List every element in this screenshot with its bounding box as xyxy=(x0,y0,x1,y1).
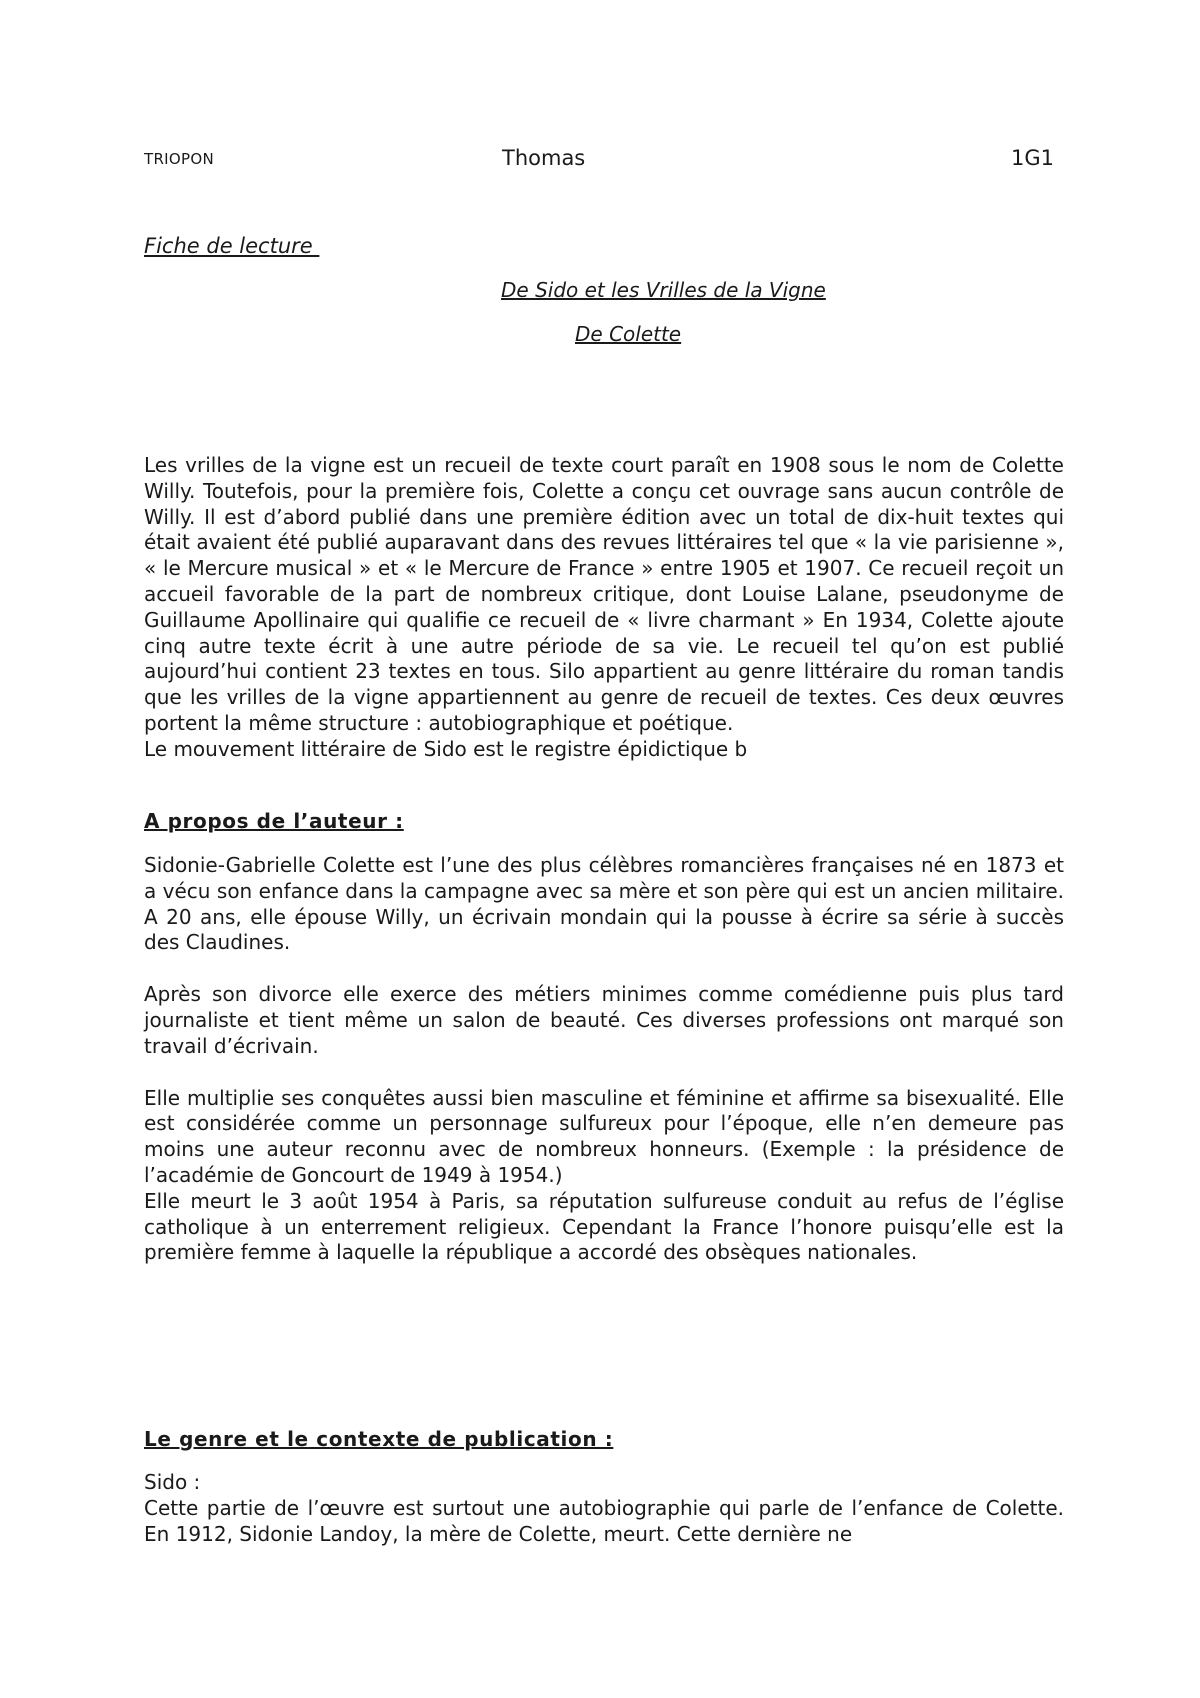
genre-section-heading: Le genre et le contexte de publication : xyxy=(144,1427,614,1451)
genre-section xyxy=(144,1470,1064,1547)
author-section-heading: A propos de l’auteur : xyxy=(144,809,404,833)
author-section xyxy=(144,853,1064,1266)
intro-paragraph: Les vrilles de la vigne est un recueil de texte court paraît en 1908 sous le nom de Colette Willy. Toutefois, pour la première fois, Colette a conçu cet ouvrage sans aucun contrôle de Willy. Il est d’abord publié dans une première édition avec un total de dix-huit textes qui était avaient été publié auparavant dans des revues littéraires tel que « la vie parisienne », « le Mercure musical » et « le Mercure de France » entre 1905 et 1907. Ce recueil reçoit un accueil favorable de la part de nombreux critique, dont Louise Lalane, pseudonyme de Guillaume Apollinaire qui qualifie ce recueil de « livre charmant » En 1934, Colette ajoute cinq autre texte écrit à une autre période de sa vie. Le recueil tel qu’on est publié aujourd’hui contient 23 textes en tous. Silo appartient au genre littéraire du roman tandis que les vrilles de la vigne appartiennent au genre de recueil de textes. Ces deux œuvres portent la même structure : autobiographique et poétique. xyxy=(144,453,1064,735)
author-paragraph: Elle multiplie ses conquêtes aussi bien masculine et féminine et affirme sa bisexualité. Elle est considérée comme un personnage sulfureux pour l’époque, elle n’en demeure pas moins une auteur reconnu avec de nombreux honneurs. (Exemple : la présidence de l’académie de Goncourt de 1949 à 1954.) xyxy=(144,1085,1064,1187)
fiche-title: Fiche de lecture xyxy=(144,234,320,258)
intro-section xyxy=(144,453,1064,763)
book-title: De Sido et les Vrilles de la Vigne xyxy=(501,278,826,302)
document-header xyxy=(144,146,1054,174)
author-paragraph: Après son divorce elle exerce des métiers minimes comme comédienne puis plus tard journaliste et tient même un salon de beauté. Ces diverses professions ont marqué son travail d’écrivain. xyxy=(144,982,1064,1058)
student-first-name: Thomas xyxy=(502,146,586,170)
book-author: De Colette xyxy=(575,322,682,346)
intro-paragraph: Le mouvement littéraire de Sido est le registre épidictique b xyxy=(144,736,748,761)
student-class: 1G1 xyxy=(1011,146,1054,170)
genre-paragraph: Cette partie de l’œuvre est surtout une autobiographie qui parle de l’enfance de Colette. En 1912, Sidonie Landoy, la mère de Colette, meurt. Cette dernière ne xyxy=(144,1495,1064,1546)
genre-subheading: Sido : xyxy=(144,1470,201,1494)
student-last-name: TRIOPON xyxy=(144,150,214,168)
author-paragraph: Sidonie-Gabrielle Colette est l’une des plus célèbres romancières françaises né en 1873 et a vécu son enfance dans la campagne avec sa mère et son père qui est un ancien militaire. A 20 ans, elle épouse Willy, un écrivain mondain qui la pousse à écrire sa série à succès des Claudines. xyxy=(144,853,1064,955)
author-paragraph: Elle meurt le 3 août 1954 à Paris, sa réputation sulfureuse conduit au refus de l’église catholique à un enterrement religieux. Cependant la France l’honore puisqu’elle est la première femme à laquelle la république a accordé des obsèques nationales. xyxy=(144,1188,1064,1265)
